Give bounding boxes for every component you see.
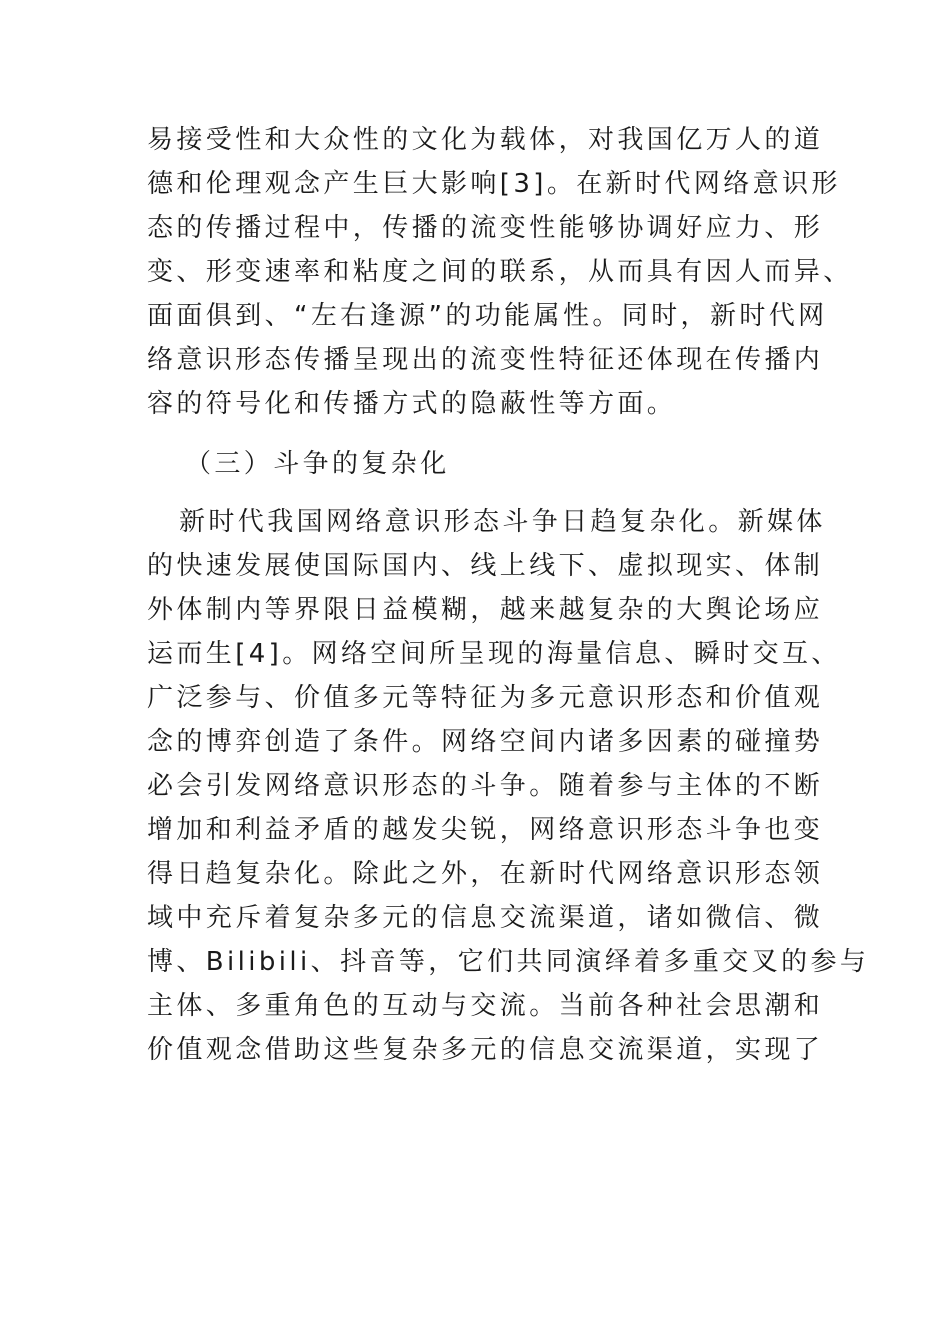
section-heading-block	[147, 442, 807, 486]
paragraph-1-line: 德和伦理观念产生巨大影响[3]。在新时代网络意识形	[147, 169, 841, 199]
paragraph-2-line: 博、Bilibili、抖音等，它们共同演绎着多重交叉的参与	[147, 947, 870, 977]
section-heading: （三）斗争的复杂化	[185, 449, 450, 479]
paragraph-1-line: 络意识形态传播呈现出的流变性特征还体现在传播内	[147, 345, 824, 375]
paragraph-1-line: 变、形变速率和粘度之间的联系，从而具有因人而异、	[147, 257, 853, 287]
paragraph-1-line: 易接受性和大众性的文化为载体，对我国亿万人的道	[147, 125, 824, 155]
paragraph-2-line: 必会引发网络意识形态的斗争。随着参与主体的不断	[147, 771, 824, 801]
paragraph-1-line: 容的符号化和传播方式的隐蔽性等方面。	[147, 389, 677, 419]
paragraph-2-line: 新时代我国网络意识形态斗争日趋复杂化。新媒体	[179, 507, 826, 537]
paragraph-1	[147, 118, 853, 426]
paragraph-2-line: 的快速发展使国际国内、线上线下、虚拟现实、体制	[147, 551, 824, 581]
paragraph-2-line: 广泛参与、价值多元等特征为多元意识形态和价值观	[147, 683, 824, 713]
paragraph-2-line: 增加和利益矛盾的越发尖锐，网络意识形态斗争也变	[147, 815, 824, 845]
paragraph-2-line: 外体制内等界限日益模糊，越来越复杂的大舆论场应	[147, 595, 824, 625]
paragraph-2-line: 得日趋复杂化。除此之外，在新时代网络意识形态领	[147, 859, 824, 889]
paragraph-2-line: 念的博弈创造了条件。网络空间内诸多因素的碰撞势	[147, 727, 824, 757]
paragraph-2-line: 域中充斥着复杂多元的信息交流渠道，诸如微信、微	[147, 903, 824, 933]
paragraph-1-line: 态的传播过程中，传播的流变性能够协调好应力、形	[147, 213, 824, 243]
paragraph-2-line: 价值观念借助这些复杂多元的信息交流渠道，实现了	[147, 1035, 824, 1065]
paragraph-2	[147, 500, 870, 1072]
paragraph-2-line: 主体、多重角色的互动与交流。当前各种社会思潮和	[147, 991, 824, 1021]
paragraph-2-line: 运而生[4]。网络空间所呈现的海量信息、瞬时交互、	[147, 639, 841, 669]
paragraph-1-line: 面面俱到、“左右逢源”的功能属性。同时，新时代网	[147, 301, 828, 331]
